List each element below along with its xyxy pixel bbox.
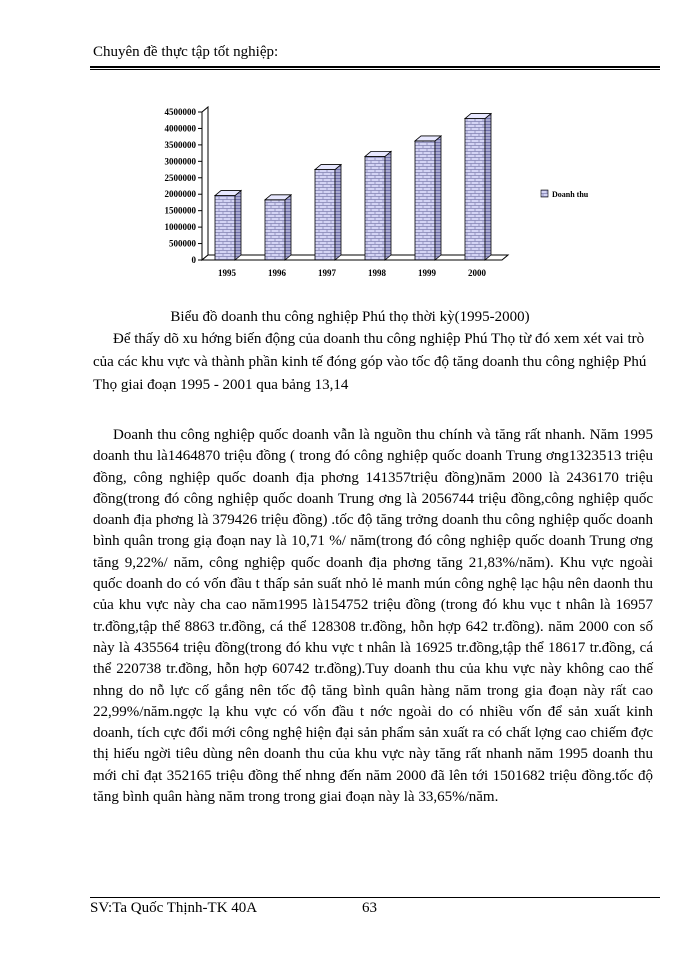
y-tick-label: 1500000 <box>164 205 196 216</box>
y-tick-label: 3500000 <box>164 139 196 150</box>
header-rule <box>90 66 660 68</box>
x-tick-label: 1995 <box>218 268 236 278</box>
legend-label: Doanh thu <box>552 190 589 199</box>
y-tick-label: 2000000 <box>164 189 196 200</box>
y-tick-label: 1000000 <box>164 222 196 233</box>
bar-front <box>415 141 435 260</box>
intro-text: Để thấy dõ xu hớng biến động của doanh thu công nghiệp Phú Thọ từ đó xem xét vai trò của các khu vực và thành phần kinh tế đóng góp vào tốc độ tăng doanh thu công nghiệp Phú Thọ giai đoạn 1995 - 2001 qua bảng 13,14 <box>93 331 647 393</box>
chart-caption: Biểu đồ doanh thu công nghiệp Phú thọ thời kỳ(1995-2000) <box>170 309 530 325</box>
bar-side <box>385 151 391 260</box>
y-tick-label: 4000000 <box>164 123 196 134</box>
page-number: 63 <box>362 900 377 916</box>
legend-swatch <box>541 190 548 197</box>
y-tick-label: 3000000 <box>164 156 196 167</box>
intro-paragraph <box>93 328 653 397</box>
bar-front <box>365 156 385 260</box>
y-tick-label: 4500000 <box>164 107 196 117</box>
y-tick-label: 0 <box>191 255 196 265</box>
bar-side <box>485 114 491 260</box>
footer-rule <box>90 897 660 898</box>
x-axis-floor <box>202 255 508 260</box>
footer-author: SV:Ta Quốc Thịnh-TK 40A <box>90 900 258 916</box>
bar-front <box>215 196 235 260</box>
bar-side <box>335 165 341 260</box>
bar-side <box>435 136 441 260</box>
bar-front <box>315 170 335 260</box>
x-tick-label: 1997 <box>318 268 336 278</box>
bar-side <box>285 195 291 260</box>
bar-side <box>235 191 241 260</box>
bar-front <box>465 119 485 260</box>
y-tick-label: 500000 <box>169 238 196 249</box>
x-tick-label: 2000 <box>468 268 486 278</box>
header-rule-thin <box>90 69 660 70</box>
x-tick-label: 1996 <box>268 268 286 278</box>
page-header: Chuyên đề thực tập tốt nghiệp: <box>93 44 279 60</box>
body-text: Doanh thu công nghiệp quốc doanh vẫn là nguồn thu chính và tăng rất nhanh. Năm 1995 doanh thu là1464870 triệu đồng ( trong đó công nghiệp quốc doanh Trung ơng1323513 triệu đồng, công nghiệp quốc doanh địa phơng 141357triệu đồng)năm 2000 là 2436170 triệu đồng(trong đó công nghiệp quốc doanh Trung ơng là 2056744 triệu đồng,công nghiệp quốc doanh địa phơng là 379426 triệu đồng) .tốc độ tăng trởng doanh thu công nghiệp quốc doanh bình quân trong giạ đoạn nay là 10,71 %/ năm(trong đó công nghiệp quốc doanh Trung ơng tăng 9,22%/ năm, công nghiệp quốc doanh địa phơng tăng 21,83%/năm). Khu vực ngoài quốc doanh do có vốn đầu t thấp sản suất nhỏ lẻ manh mún công nghệ lạc hậu nên daonh thu của khu vực này cha cao năm1995 là154752 triệu đồng (trong đó khu vục t nhân là 16957 tr.đồng,tập thể 8863 tr.đồng, cá thể 128308 tr.đồng, hỗn hợp 642 tr.đồng). năm 2000 con số này là 435564 triệu đồng(trong đó khu vực t nhân là 16925 tr.đồng,tập thể 18617 tr.đồng, cá thể 220738 tr.đồng, hỗn hợp 60742 tr.đồng).Tuy doanh thu của khu vực này không cao thế nhng do nỗ lực cố gắng nên tốc độ tăng bình quân hàng năm trong gia đoạn này rất cao 22,99%/năm.ngợc lạ khu vực có vốn đầu t nớc ngoài do có nhiều vốn để sản xuất kinh doanh, tích cực đổi mới công nghệ hiện đại sản phẩm sản xuất ra có chất lợng cao chiếm đợc thị hiếu ngời tiêu dùng nên doanh thu của khu vực này tăng rất nhanh năm 1995 doanh thu mới chỉ đạt 352165 triệu đồng thế nhng đến năm 2000 đã lên tới 1501682 triệu đồng.tốc độ tăng bình quân hàng năm trong trong giai đoạn này là 33,65%/năm. <box>93 427 653 806</box>
body-paragraph <box>93 425 653 808</box>
revenue-bar-chart <box>145 100 625 290</box>
y-tick-label: 2500000 <box>164 172 196 183</box>
x-tick-label: 1999 <box>418 268 436 278</box>
bar-front <box>265 200 285 260</box>
y-axis-wall <box>202 107 208 260</box>
x-tick-label: 1998 <box>368 268 386 278</box>
